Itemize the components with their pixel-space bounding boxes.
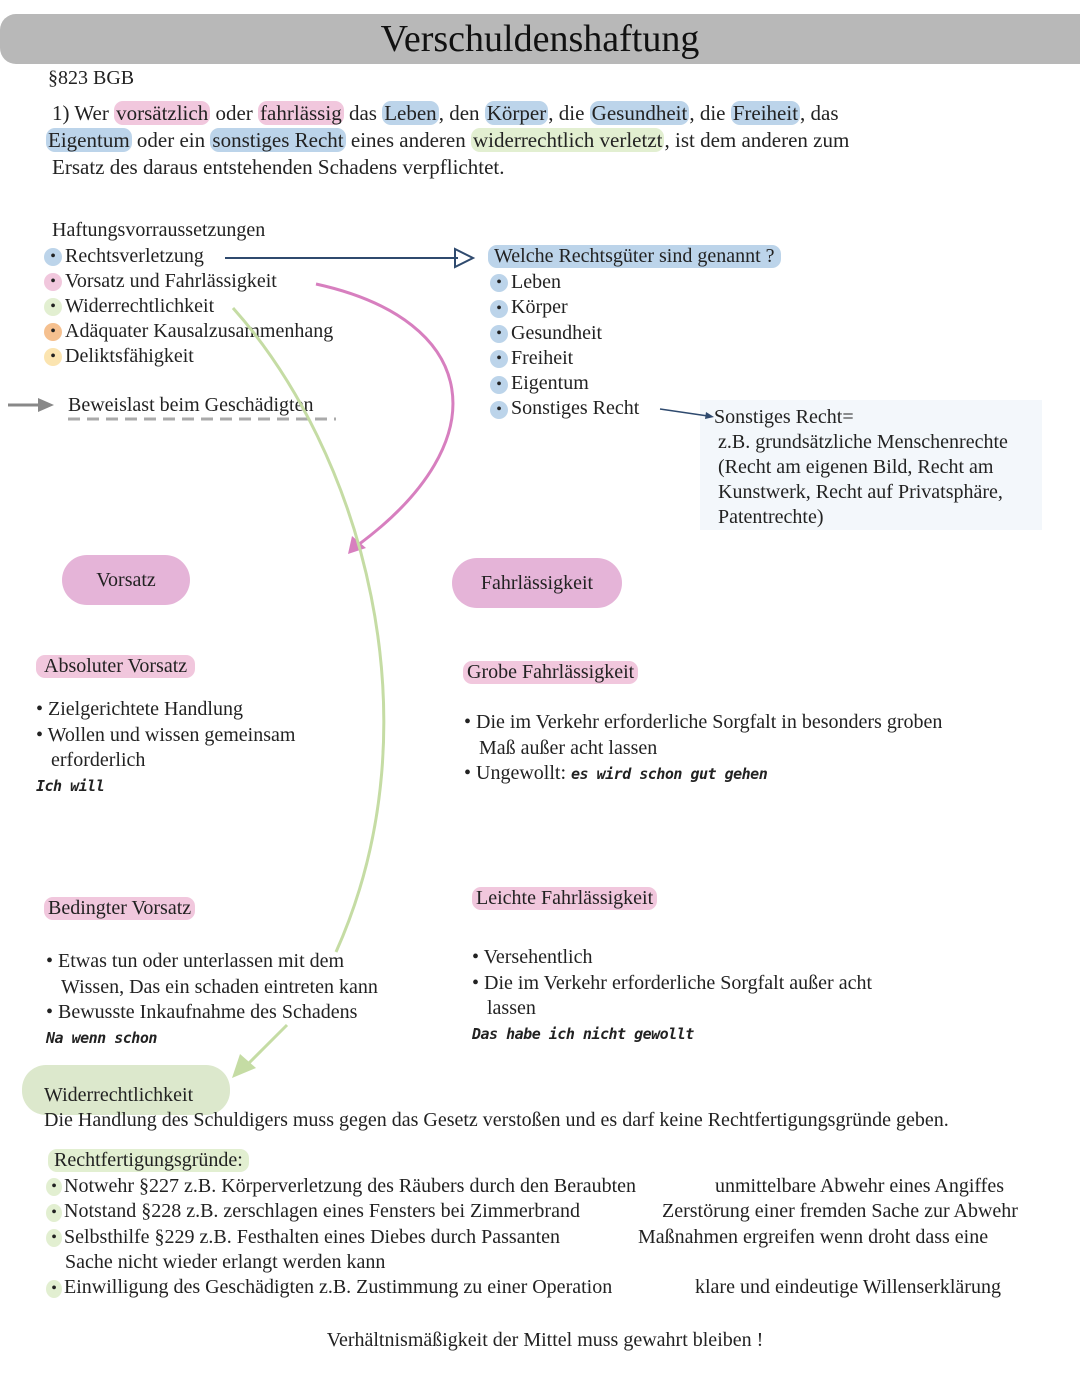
page-title: Verschuldenshaftung (380, 18, 700, 60)
grobe-fahrlaessigkeit-list: • Die im Verkehr erforderliche Sorgfalt in besonders groben Maß außer acht lassen • Ungewollt: es wird schon gut gehen (464, 711, 943, 784)
list-item: • Einwilligung des Geschädigten z.B. Zustimmung zu einer Operation klare und eindeutige Willenserklärung (46, 1275, 1076, 1300)
law-line-1: 1) Wer vorsätzlich oder fahrlässig das Leben, den Körper, die Gesundheit, die Freiheit, das (52, 101, 839, 125)
list-item: • Leben (490, 270, 639, 295)
list-item: • Adäquater Kausalzusammenhang (44, 319, 333, 344)
arrow-widerrechtlichkeit-curve-icon (232, 308, 384, 1078)
list-item: • Körper (490, 295, 639, 320)
widerrechtlichkeit-text: Die Handlung des Schuldigers muss gegen das Gesetz verstoßen und es darf keine Rechtfertigungsgründe geben. (44, 1109, 949, 1131)
footer-note: Verhältnismäßigkeit der Mittel muss gewahrt bleiben ! (326, 1329, 764, 1351)
list-item: • Deliktsfähigkeit (44, 344, 333, 369)
law-line-2: Eigentum oder ein sonstiges Recht eines anderen widerrechtlich verletzt, ist dem anderen zum (48, 128, 850, 152)
widerrechtlichkeit-heading: Widerrechtlichkeit (44, 1084, 194, 1106)
fahrlaessigkeit-pill: Fahrlässigkeit (452, 558, 622, 608)
rechtfertigungsgruende-list: • Notwehr §227 z.B. Körperverletzung des Räubers durch den Beraubten unmittelbare Abwehr eines Angiffes • Notstand §228 z.B. zerschlagen eines Fensters bei Zimmerbrand Zerstörung einer fremden Sache zur Abwehr • Selbsthilfe §229 z.B. Festhalten eines Diebes durch Passanten Maßnahmen ergreifen wenn droht dass eine Sache nicht wieder erlangt werden kann • Einwilligung des Geschädigten z.B. Zustimmung zu einer Operation klare und eindeutige Willenserklärung (46, 1174, 1076, 1300)
list-item: • Sonstiges Recht (490, 396, 639, 421)
arrow-vorsatz-curve-icon (316, 284, 453, 554)
burden-of-proof: Beweislast beim Geschädigten (68, 394, 314, 416)
list-item: • Rechtsverletzung (44, 244, 333, 269)
goods-question: Welche Rechtsgüter sind genannt ? (488, 245, 781, 268)
rechtfertigungsgruende-heading: Rechtfertigungsgründe: (48, 1149, 249, 1172)
law-reference: §823 BGB (48, 67, 135, 89)
law-line-3: Ersatz des daraus entstehenden Schadens verpflichtet. (52, 155, 505, 179)
vorsatz-pill: Vorsatz (62, 555, 190, 605)
absoluter-vorsatz-heading: Absoluter Vorsatz (36, 655, 195, 678)
list-item: • Freiheit (490, 346, 639, 371)
bedingter-vorsatz-heading: Bedingter Vorsatz (44, 897, 195, 920)
leichte-fahrlaessigkeit-heading: Leichte Fahrlässigkeit (472, 887, 657, 910)
requirements-heading: Haftungsvorraussetzungen (52, 219, 266, 241)
list-item: • Vorsatz und Fahrlässigkeit (44, 269, 333, 294)
arrow-sonstiges-icon (660, 409, 714, 419)
grobe-fahrlaessigkeit-heading: Grobe Fahrlässigkeit (463, 661, 638, 684)
arrow-rechtsverletzung-icon (225, 249, 473, 267)
list-item: • Notstand §228 z.B. zerschlagen eines Fensters bei Zimmerbrand Zerstörung einer fremden Sache zur Abwehr (46, 1199, 1076, 1224)
list-item: • Selbsthilfe §229 z.B. Festhalten eines Diebes durch Passanten Maßnahmen ergreifen wenn droht dass eine (46, 1225, 1076, 1250)
absoluter-vorsatz-list: • Zielgerichtete Handlung • Wollen und wissen gemeinsam erforderlich Ich will (36, 698, 296, 795)
list-item: • Notwehr §227 z.B. Körperverletzung des Räubers durch den Beraubten unmittelbare Abwehr eines Angiffes (46, 1174, 1076, 1199)
list-item: • Eigentum (490, 371, 639, 396)
arrow-beweislast-icon (8, 398, 54, 412)
leichte-fahrlaessigkeit-list: • Versehentlich • Die im Verkehr erforderliche Sorgfalt außer acht lassen Das habe ich nicht gewollt (472, 946, 873, 1043)
bedingter-vorsatz-list: • Etwas tun oder unterlassen mit dem Wissen, Das ein schaden eintreten kann • Bewusste Inkaufnahme des Schadens Na wenn schon (46, 950, 378, 1047)
sonstiges-recht-text: Sonstiges Recht= z.B. grundsätzliche Menschenrechte (Recht am eigenen Bild, Recht am Kunstwerk, Recht auf Privatsphäre, Patentrechte) (714, 406, 1008, 528)
list-item: • Gesundheit (490, 321, 639, 346)
list-item: • Widerrechtlichkeit (44, 294, 333, 319)
